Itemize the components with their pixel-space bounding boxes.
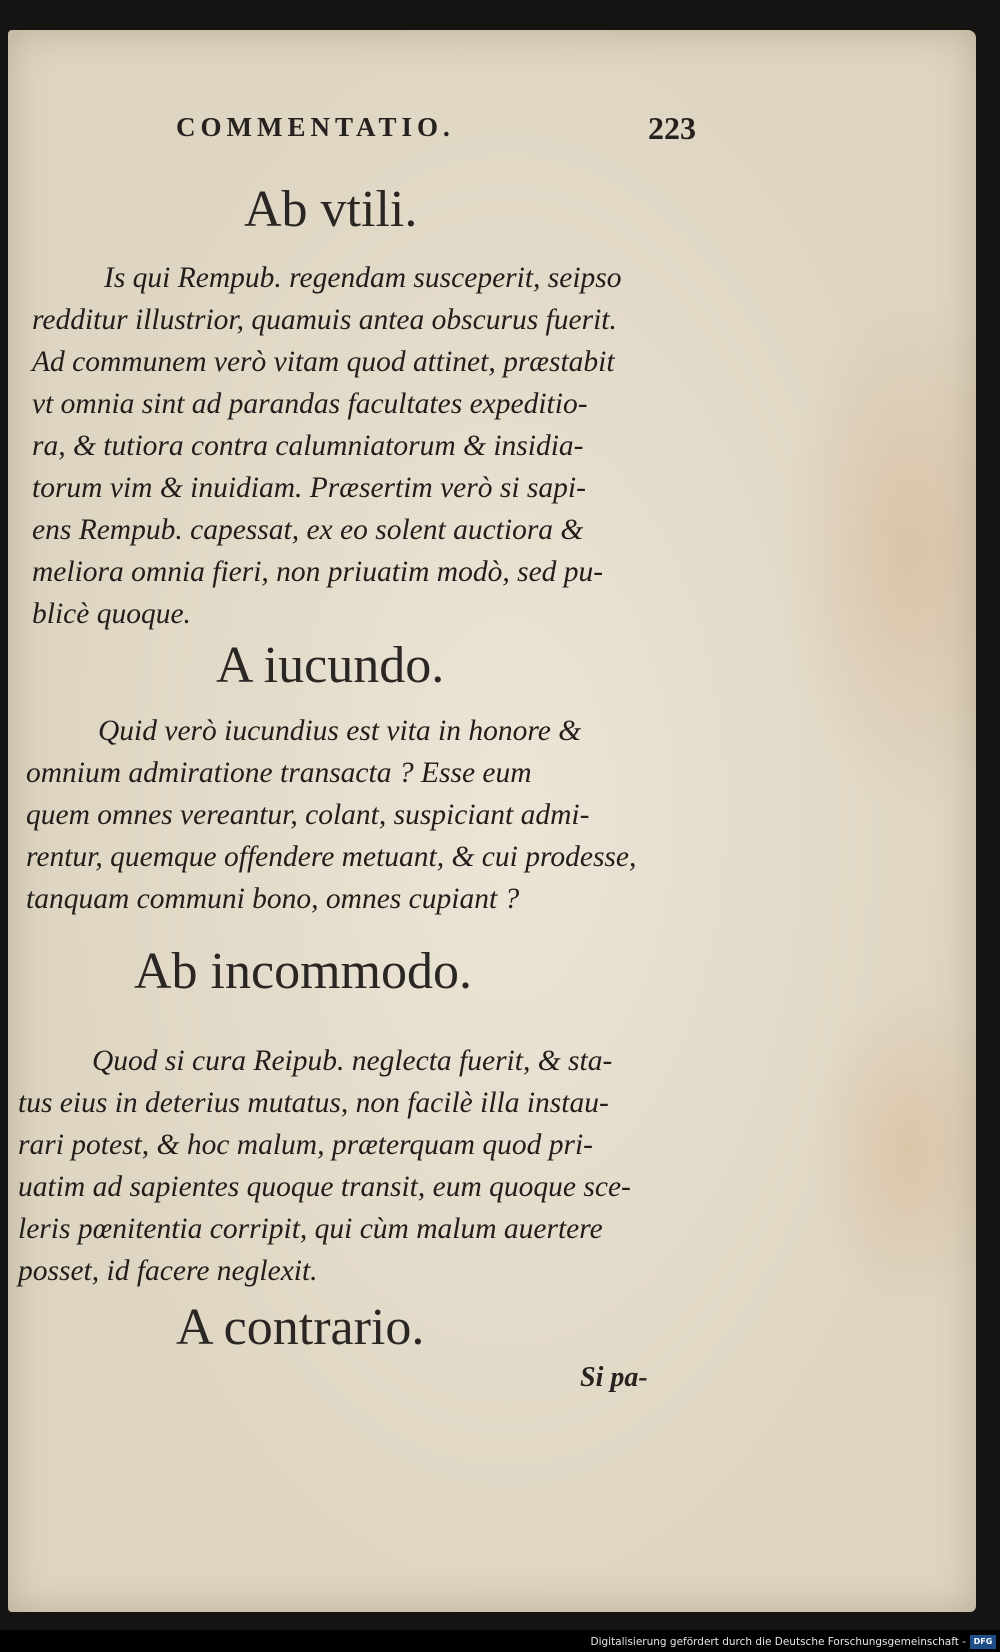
text-line: posset, id facere neglexit. [18, 1255, 318, 1287]
text-line: ens Rempub. capessat, ex eo solent auctiora & [32, 514, 584, 546]
text-line: tus eius in deterius mutatus, non facilè illa instau- [18, 1087, 609, 1119]
text-line: omnium admiratione transacta ? Esse eum [26, 757, 532, 789]
text-line: rentur, quemque offendere metuant, & cui prodesse, [26, 841, 637, 873]
text-line: meliora omnia fieri, non priuatim modò, sed pu- [32, 556, 604, 588]
text-line: Quod si cura Reipub. neglecta fuerit, & sta- [92, 1045, 613, 1077]
book-page [8, 30, 976, 1612]
page-number: 223 [648, 110, 696, 146]
running-head: COMMENTATIO. [176, 112, 455, 142]
section-heading: Ab incommodo. [134, 943, 472, 1000]
dfg-logo-icon: DFG [970, 1635, 996, 1649]
text-line: ra, & tutiora contra calumniatorum & insidia- [32, 430, 584, 462]
text-line: Ad communem verò vitam quod attinet, præstabit [32, 346, 615, 378]
section-paragraph [32, 257, 622, 635]
text-line: uatim ad sapientes quoque transit, eum quoque sce- [18, 1171, 631, 1203]
text-line: quem omnes vereantur, colant, suspiciant admi- [26, 799, 590, 831]
text-line: Is qui Rempub. regendam susceperit, seipso [104, 262, 622, 294]
section-heading: A iucundo. [216, 637, 445, 694]
text-line: tanquam communi bono, omnes cupiant ? [26, 883, 520, 915]
text-line: leris pœnitentia corripit, qui cùm malum auertere [18, 1213, 603, 1245]
section-paragraph [26, 710, 636, 920]
section-heading: Ab vtili. [244, 181, 418, 238]
catchword: Si pa- [580, 1362, 648, 1393]
text-line: redditur illustrior, quamuis antea obscurus fuerit. [32, 304, 617, 336]
text-line: rari potest, & hoc malum, præterquam quod pri- [18, 1129, 593, 1161]
text-line: Quid verò iucundius est vita in honore & [98, 715, 582, 747]
text-line: vt omnia sint ad parandas facultates expeditio- [32, 388, 588, 420]
section-heading: A contrario. [176, 1299, 425, 1356]
section-paragraph [18, 1040, 631, 1292]
text-line: blicè quoque. [32, 598, 191, 630]
footer-bar [0, 1630, 1000, 1652]
digitization-credit: Digitalisierung gefördert durch die Deutsche Forschungsgemeinschaft - [590, 1636, 966, 1648]
text-line: torum vim & inuidiam. Præsertim verò si sapi- [32, 472, 586, 504]
